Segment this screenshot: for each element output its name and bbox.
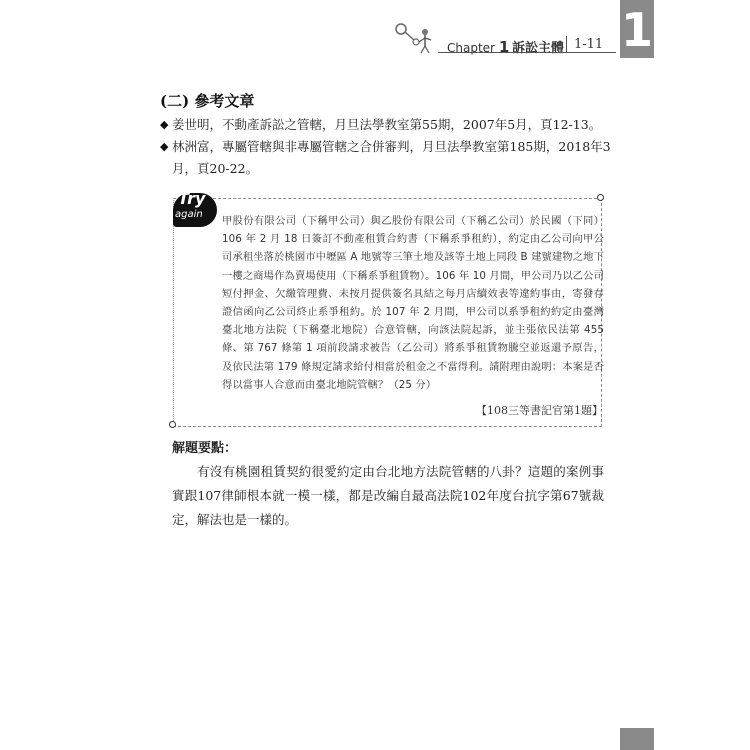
page-number: 1-11 — [574, 37, 604, 52]
answer-title: 解題要點： — [172, 441, 238, 456]
again-label: again — [175, 209, 203, 220]
header-separator — [566, 36, 567, 52]
chapter-number: 1 — [498, 38, 510, 56]
header-rule — [438, 52, 616, 53]
question-source: 【108三等書記官第1題】 — [476, 404, 603, 417]
corner-dot-icon — [597, 194, 604, 201]
footer-tab — [620, 728, 654, 750]
chapter-title: 訴訟主體 — [512, 41, 565, 56]
question-text: 甲股份有限公司（下稱甲公司）與乙股份有限公司（下稱乙公司）於民國（下同）106 年 2 月 18 日簽訂不動產租賃合約書（下稱系爭租約），約定由乙公司向甲公司承租坐落於桃園市中壢區 A 地號等三筆土地及該等土地上同段 B 建號建物之地下一樓之商場作為賣場使用（下稱系爭租賃物）。106 年 10 月間，甲公司乃以乙公司短付押金、欠繳管理費、未按月提供簽名具結之每月店續效表等違約事由，寄發存證信函向乙公司終止系爭租約。於 107 年 2 月間，甲公司以系爭租約約定由臺灣臺北地方法院（下稱臺北地院）合意管轄，向該法院起訴，並主張依民法第 455 條、第 767 條第 1 項前段請求被告（乙公司）將系爭租賃物騰空並返還予原告，及依民法第 179 條規定請求給付相當於租金之不當得利。請附理由說明：本案是否得以當事人合意而由臺北地院管轄？（25 分） — [222, 215, 604, 391]
diamond-bullet-icon: ◆ — [160, 140, 169, 153]
chapter-label: Chapter 1 — [447, 38, 510, 56]
diamond-bullet-icon: ◆ — [160, 118, 169, 131]
chapter-tab-number: 1 — [620, 3, 653, 57]
reference-item: 姜世明，不動產訴訟之管轄，月旦法學教室第55期，2007年5月，頁12-13。 — [172, 117, 602, 132]
section-title: (二) 參考文章 — [160, 92, 255, 110]
reference-item: 林洲富，專屬管轄與非專屬管轄之合併審判，月旦法學教室第185期，2018年3月，頁20-22。 — [172, 139, 611, 176]
question-box-left-border — [173, 198, 174, 425]
mascot-icon — [392, 20, 440, 60]
try-label: Try — [178, 189, 206, 208]
answer-body: 有沒有桃園租賃契約很愛約定由台北地方法院管轄的八卦？這題的案例事實跟107律師根本就一模一樣，都是改編自最高法院102年度台抗字第67號裁定，解法也是一樣的。 — [172, 464, 604, 527]
corner-dot-icon — [169, 421, 176, 428]
